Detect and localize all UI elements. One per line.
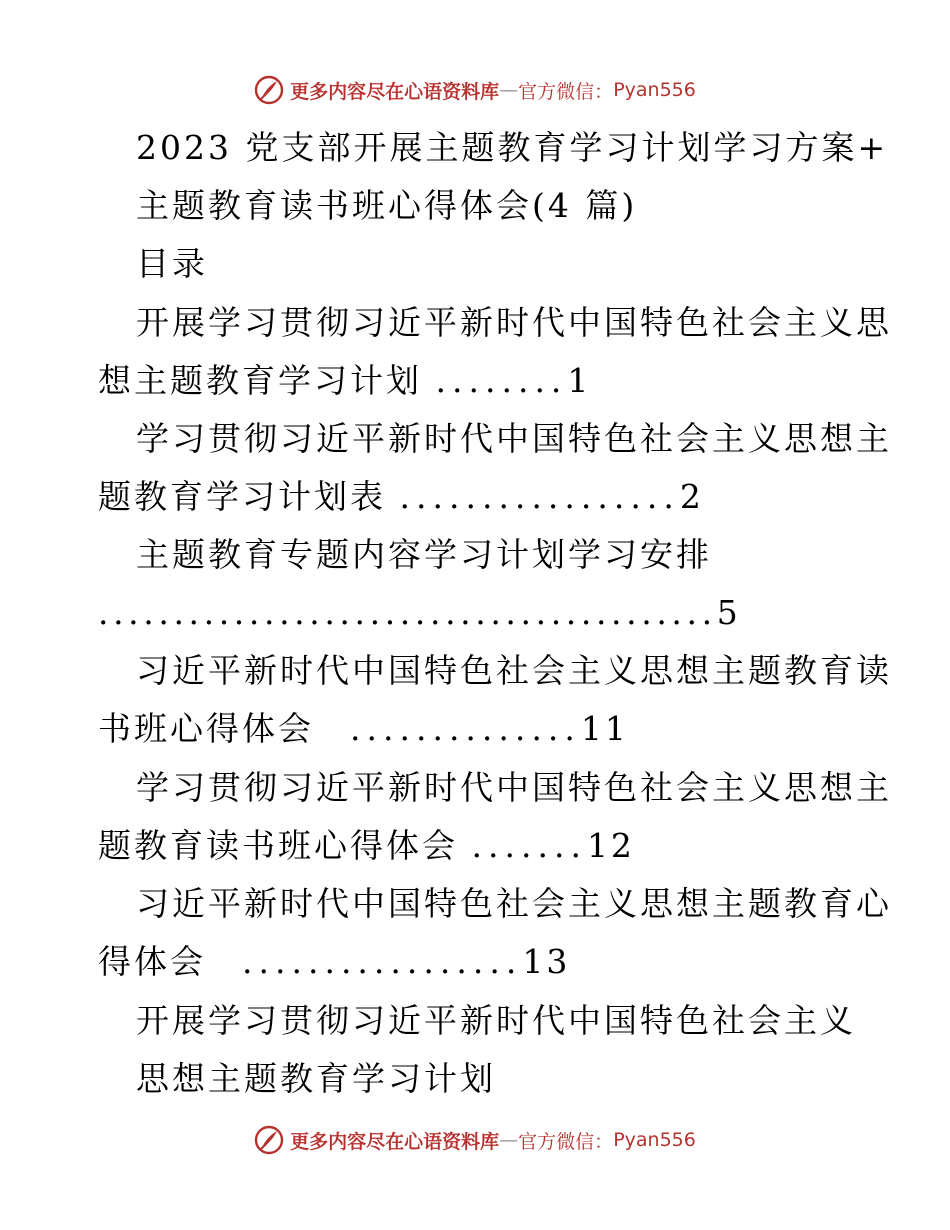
banner-contact-label: 官方微信：	[518, 80, 614, 103]
toc-entry-title: 题教育学习计划表	[98, 477, 386, 516]
banner-slogan: 更多内容尽在心语资料库	[290, 80, 500, 103]
section-heading-line-1: 开展学习贯彻习近平新时代中国特色社会主义	[136, 1001, 856, 1040]
toc-leader-dots: ..............	[350, 709, 581, 748]
toc-entry-2-line-1[interactable]: 学习贯彻习近平新时代中国特色社会主义思想主	[136, 419, 892, 458]
document-title-line-1: 2023 党支部开展主题教育学习计划学习方案+	[136, 128, 889, 167]
toc-heading: 目录	[136, 244, 208, 283]
toc-entry-title: 题教育读书班心得体会	[98, 826, 458, 865]
toc-page-number: 1	[567, 361, 592, 400]
toc-leader-dots: .......	[471, 826, 587, 865]
toc-page-number: 12	[586, 826, 635, 865]
toc-entry-5-line-1[interactable]: 学习贯彻习近平新时代中国特色社会主义思想主	[136, 768, 892, 807]
toc-page-number: 2	[679, 477, 704, 516]
banner-separator: —	[499, 79, 519, 101]
toc-entry-5-line-2[interactable]	[98, 817, 635, 875]
toc-entry-2-line-2[interactable]	[98, 468, 704, 526]
toc-entry-4-line-2[interactable]	[98, 700, 629, 758]
banner-slogan: 更多内容尽在心语资料库	[290, 1130, 500, 1153]
toc-entry-title: 想主题教育学习计划	[98, 361, 422, 400]
toc-entry-title: 得体会	[98, 942, 206, 981]
toc-entry-1-line-2[interactable]	[98, 352, 591, 410]
toc-entry-3-line-2[interactable]	[98, 584, 741, 642]
toc-entry-4-line-1[interactable]: 习近平新时代中国特色社会主义思想主题教育读	[136, 651, 892, 690]
toc-entry-1-line-1[interactable]: 开展学习贯彻习近平新时代中国特色社会主义思	[136, 303, 892, 342]
banner-contact-id: Pyan556	[613, 79, 696, 101]
toc-leader-dots: .................	[399, 477, 680, 516]
toc-entry-6-line-2[interactable]	[98, 933, 570, 991]
toc-leader-dots: .................	[242, 942, 523, 981]
banner-contact-label: 官方微信：	[518, 1130, 614, 1153]
document-title-line-2: 主题教育读书班心得体会(4 篇)	[136, 186, 638, 225]
banner-contact-id: Pyan556	[613, 1129, 696, 1151]
toc-page-number: 5	[716, 593, 741, 632]
toc-entry-3-line-1[interactable]: 主题教育专题内容学习计划学习安排	[136, 535, 712, 574]
toc-entry-title: 书班心得体会	[98, 709, 314, 748]
toc-entry-6-line-1[interactable]: 习近平新时代中国特色社会主义思想主题教育心	[136, 884, 892, 923]
toc-page-number: 13	[522, 942, 571, 981]
toc-leader-dots: ........	[435, 361, 568, 400]
toc-page-number: 11	[580, 709, 629, 748]
toc-leader-dots: .........................................	[98, 593, 717, 632]
quill-logo-icon	[254, 1125, 284, 1155]
footer-banner	[0, 1120, 950, 1160]
section-heading-line-2: 思想主题教育学习计划	[136, 1059, 496, 1098]
banner-separator: —	[499, 1129, 519, 1151]
